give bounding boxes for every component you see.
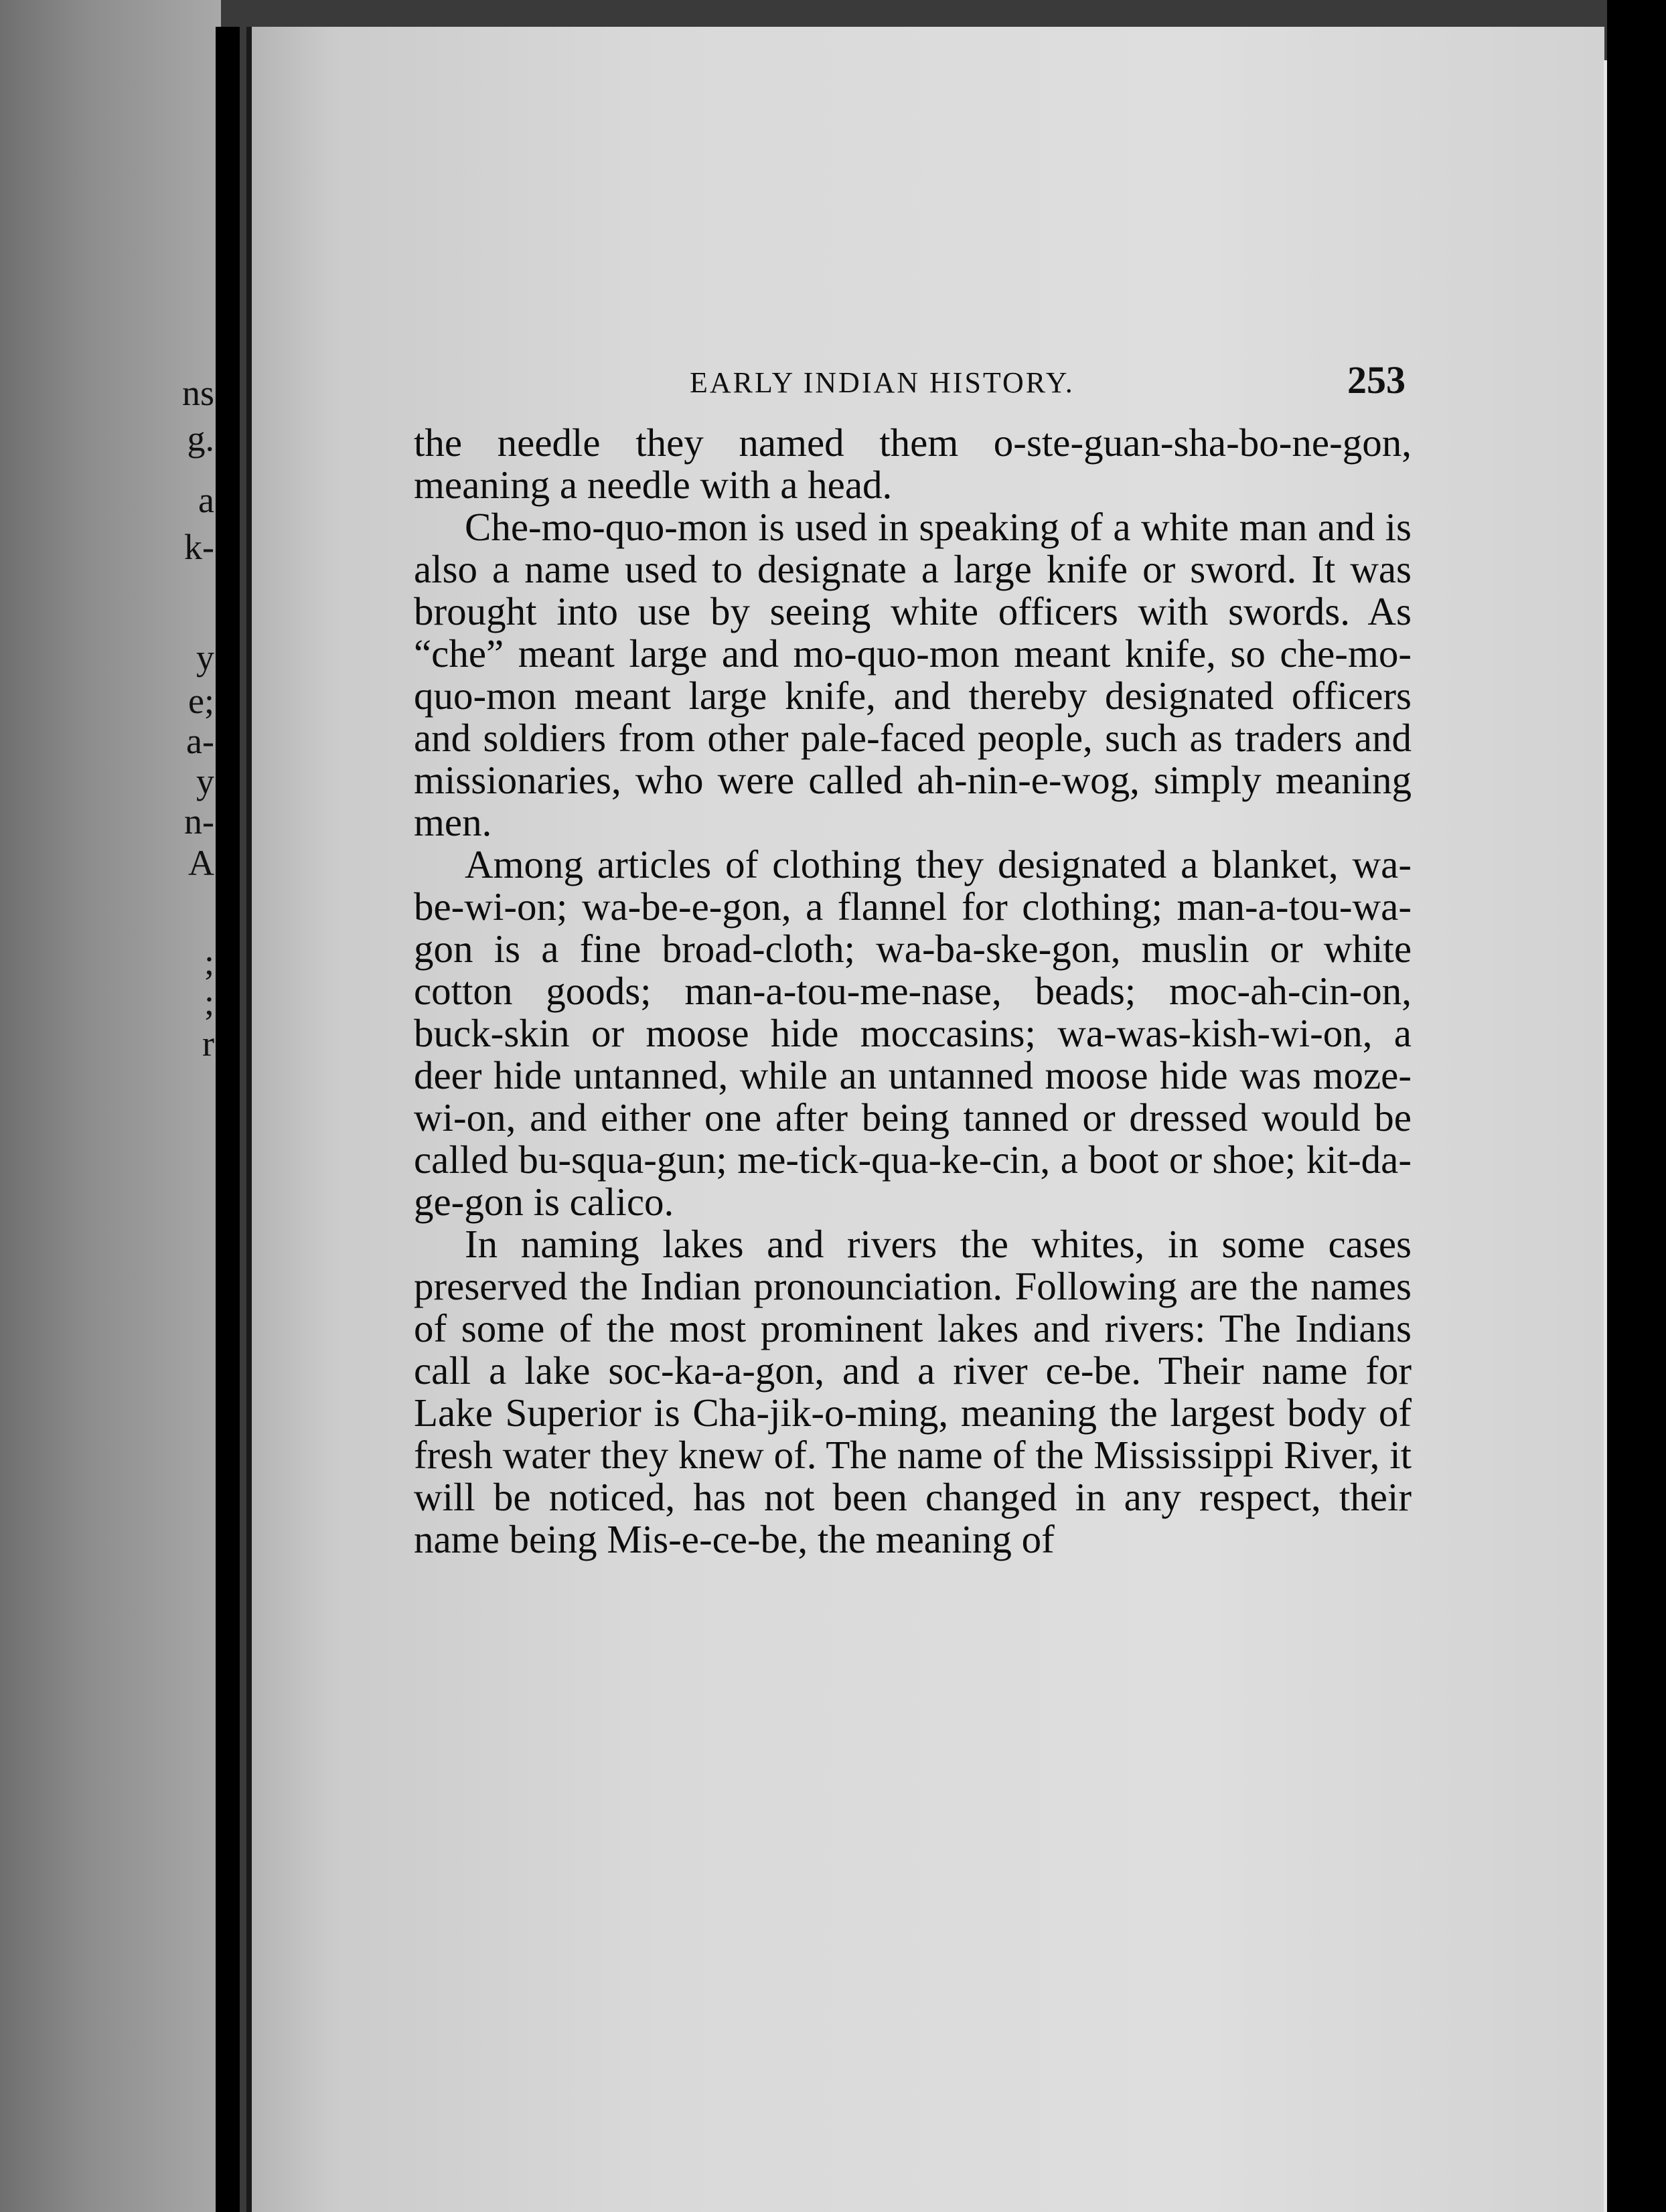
previous-page-fragment: ns (181, 373, 214, 413)
paragraph: Che-mo-quo-mon is used in speaking of a white man and is also a name used to designate a large knife or sword. It was brought into use by seeing white officers with swords. As “che” meant large and mo-quo-mon meant knife, so che-mo-quo-mon meant large knife, and thereby designated officers and soldiers from other pale-faced people, such as traders and missionaries, who were called ah-nin-e-wog, simply meaning men. (414, 505, 1412, 844)
body-text (414, 422, 1412, 1561)
previous-page-fragment: n- (184, 801, 214, 842)
paragraph: Among articles of clothing they designated a blanket, wa-be-wi-on; wa-be-e-gon, a flannel for clothing; man-a-tou-wa-gon is a fine broad-cloth; wa-ba-ske-gon, muslin or white cotton goods; man-a-tou-me-nase, beads; moc-ah-cin-on, buck-skin or moose hide moccasins; wa-was-kish-wi-on, a deer hide untanned, while an untanned moose hide was moze-wi-on, and either one after being tanned or dressed would be called bu-squa-gun; me-tick-qua-ke-cin, a boot or shoe; kit-da-ge-gon is calico. (414, 842, 1412, 1224)
previous-page-fragment: a (198, 480, 214, 520)
gutter-edge-line (246, 27, 252, 2212)
previous-page-fragment: a- (186, 721, 214, 761)
previous-page-fragment: ; (204, 982, 214, 1022)
previous-page-fragment: k- (184, 527, 214, 567)
paragraph: In naming lakes and rivers the whites, in some cases preserved the Indian pronounciation. Following are the names of some of the most prominent lakes and rivers: The Indians call a lake soc-ka-a-gon, and a river ce-be. Their name for Lake Superior is Cha-jik-o-ming, meaning the largest body of fresh water they knew of. The name of the Mississippi River, it will be noticed, has not been changed in any respect, their name being Mis-e-ce-be, the meaning of (414, 1222, 1412, 1561)
paragraph: the needle they named them o-ste-guan-sha-bo-ne-gon, meaning a needle with a head. (414, 420, 1412, 507)
previous-page-fragment: A (188, 843, 214, 883)
running-head: EARLY INDIAN HISTORY. (690, 366, 1075, 399)
previous-page-fragment: ; (204, 942, 214, 982)
previous-page-fragment: y (196, 637, 214, 678)
previous-page-fragment: g. (187, 418, 214, 459)
book-binding-gutter (216, 27, 240, 2212)
scan-border (1607, 0, 1666, 2212)
previous-page-fragment: y (196, 761, 214, 801)
previous-page-fragment: e; (188, 681, 214, 721)
previous-page-fragment: r (202, 1024, 214, 1064)
page-number: 253 (1347, 358, 1406, 402)
previous-page-edge (0, 0, 221, 2212)
